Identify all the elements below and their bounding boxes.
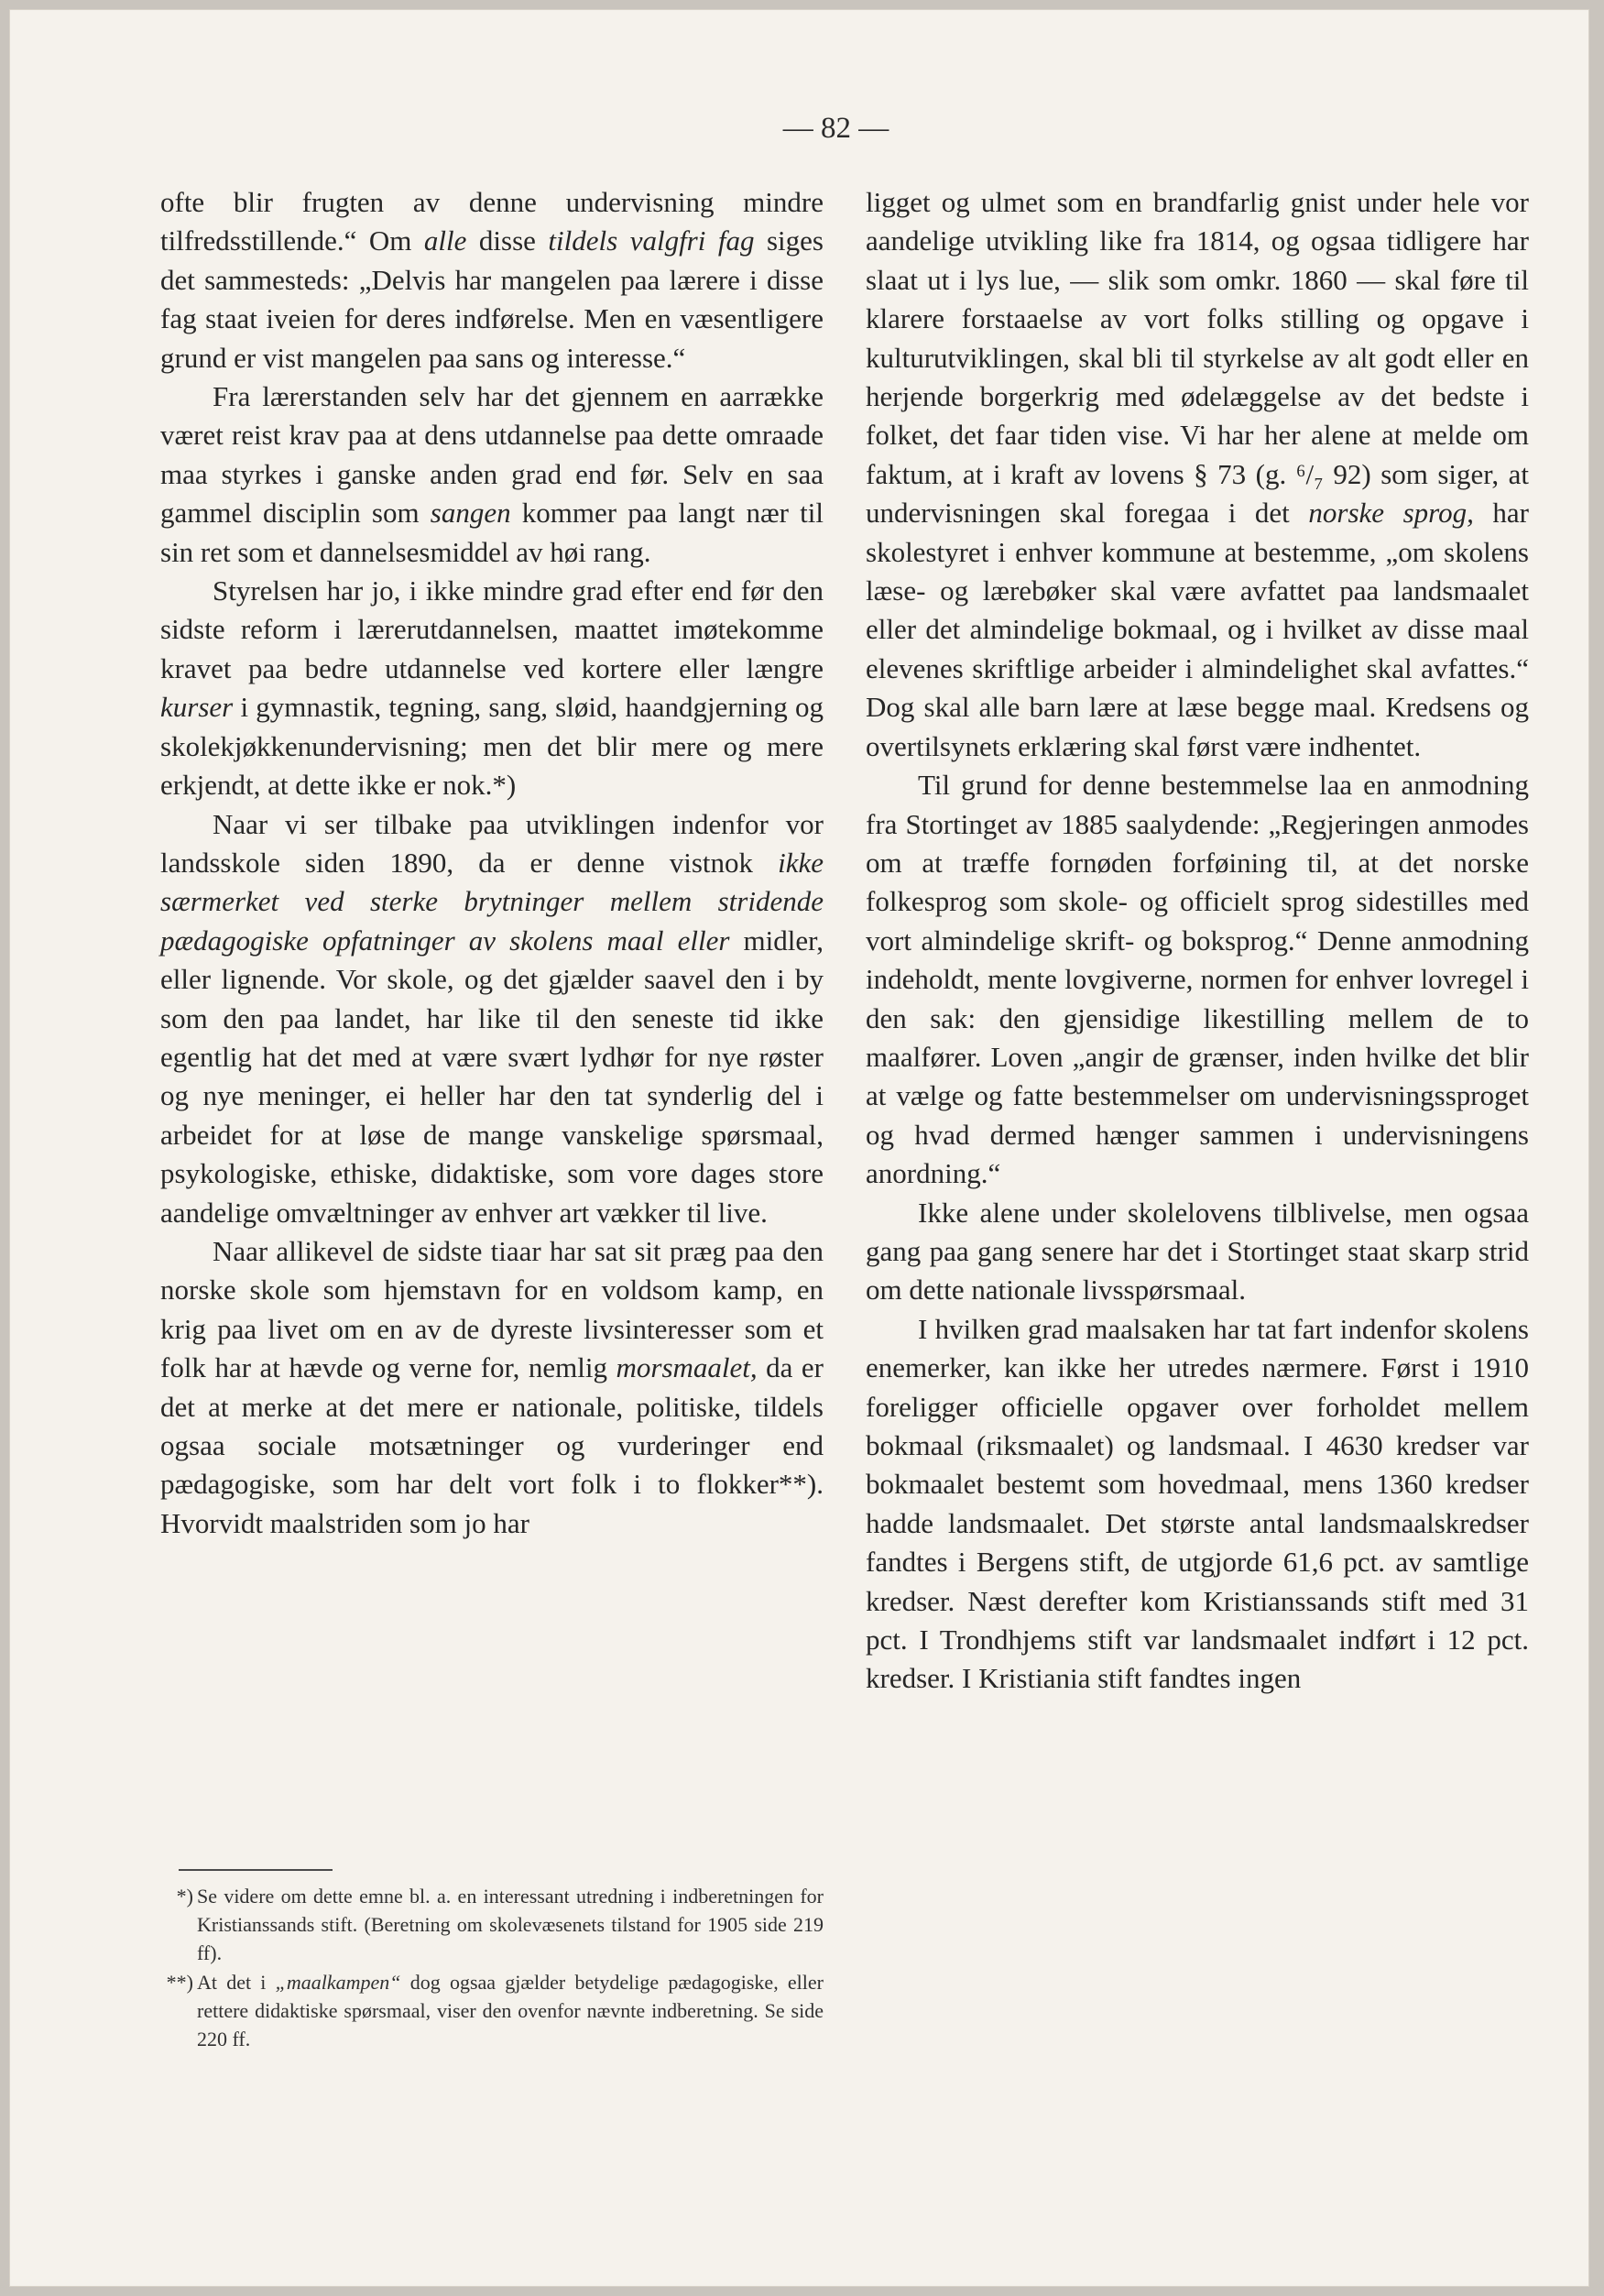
text-run: kommer paa langt nær til sin ret som et dannelsesmiddel av høi rang. — [160, 497, 824, 568]
paragraph — [160, 183, 824, 377]
text-run: da er det at merke at det mere er nationale, politiske, tildels ogsaa sociale motsætninger og vurderinger end pædagogiske, som har delt vort folk i to flokker**). Hvorvidt maalstriden som jo har — [160, 1351, 824, 1539]
text-run: disse — [466, 224, 549, 257]
paragraph — [866, 183, 1529, 766]
page — [9, 9, 1589, 2287]
left-column — [160, 183, 824, 1543]
italic-run: tildels valgfri fag — [548, 224, 755, 257]
paragraph — [160, 377, 824, 572]
footnote-text: dog ogsaa gjælder betydelige pædagogiske, eller rettere didaktiske spørsmaal, viser den ovenfor nævnte indberetning. Se side 220 ff. — [197, 1970, 824, 2051]
footnotes — [160, 1882, 824, 2053]
paragraph — [160, 572, 824, 804]
italic-run: ikke særmerket ved sterke brytninger mellem stridende pædagogiske opfatninger av skolens maal eller — [160, 846, 824, 957]
text-run: har skolestyret i enhver kommune at bestemme, „om skolens læse- og lærebøker skal være avfattet paa landsmaalet eller det almindelige bokmaal, og i hvilket av disse maal elevenes skriftlige arbeider i almindelighet skal avfattes.“ Dog skal alle barn lære at læse begge maal. Kredsens og overtilsynets erklæring skal først være indhentet. — [866, 497, 1529, 762]
footnote-text: At det i — [197, 1970, 276, 1994]
page-number: — 82 — — [782, 112, 889, 145]
text-run: i gymnastik, tegning, sang, sløid, haandgjerning og skolekjøkkenundervisning; men det blir mere og mere erkjendt, at dette ikke er nok.*) — [160, 691, 824, 802]
footnote-divider — [179, 1869, 333, 1871]
footnote — [160, 1968, 824, 2054]
italic-run: morsmaalet, — [616, 1351, 758, 1384]
text-run: siges det sammesteds: „Delvis har mangelen paa lærere i disse fag staat iveien for deres indførelse. Men en væsentligere grund er vist mangelen paa sans og interesse.“ — [160, 224, 824, 374]
footnote-mark: *) — [176, 1885, 193, 1908]
paragraph — [160, 1232, 824, 1543]
paragraph — [160, 805, 824, 1232]
text-run: Fra lærerstanden selv har det gjennem en aarrække været reist krav paa at dens utdannelse paa dette omraade maa styrkes i ganske anden grad end før. Selv en saa gammel disciplin som — [160, 380, 824, 530]
text-run: Styrelsen har jo, i ikke mindre grad efter end før den sidste reform i lærerutdannelsen, maattet imøtekomme kravet paa bedre utdannelse ved kortere eller længre — [160, 574, 824, 684]
text-run: midler, eller lignende. Vor skole, og det gjælder saavel den i by som den paa landet, har like til den seneste tid ikke egentlig hat det med at være svært lydhør for nye røster og nye meninger, ei heller har den tat synderlig del i arbeidet for at løse de mange vanskelige spørsmaal, psykologiske, ethiske, didaktiske, som vore dages store aandelige omvæltninger av enhver art vækker til live. — [160, 924, 824, 1229]
text-run: Naar vi ser tilbake paa utviklingen indenfor vor landsskole siden 1890, da er denne vistnok — [160, 807, 824, 879]
italic-run: norske sprog, — [1308, 497, 1474, 530]
text-run: ligget og ulmet som en brandfarlig gnist under hele vor aandelige utvikling like fra 1814, og ogsaa tidligere har slaat ut i lys lue, — slik som omkr. 1860 — skal føre til klarere forstaaelse av vort folks stilling og opgave i kulturutviklingen, skal bli til styrkelse av alt godt eller en herjende borgerkrig med ødelæggelse av det bedste i folket, det faar tiden vise. Vi har her alene at melde om faktum, at i kraft av lovens § 73 (g. ⁶/₇ 92) som siger, at undervisningen skal foregaa i det — [866, 186, 1529, 530]
paragraph: Til grund for denne bestemmelse laa en anmodning fra Stortinget av 1885 saalydende: „Regjeringen anmodes om at træffe fornøden forføining til, at det norske folkesprog som skole- og officielt sprog sidestilles med vort almindelige skrift- og boksprog.“ Denne anmodning indeholdt, mente lovgiverne, normen for enhver lovregel i den sak: den gjensidige likestilling mellem de to maalfører. Loven „angir de grænser, inden hvilke det blir at vælge og fatte bestemmelser om undervisningssproget og hvad dermed hænger sammen i undervisningens anordning.“ — [866, 769, 1529, 1190]
italic-run: „maalkampen“ — [275, 1970, 401, 1994]
italic-run: alle — [423, 224, 467, 257]
footnote-text: Se videre om dette emne bl. a. en interessant utredning i indberetningen for Kristianssands stift. (Beretning om skolevæsenets tilstand for 1905 side 219 ff). — [197, 1885, 824, 1965]
right-column — [866, 183, 1529, 1699]
text-run: Naar allikevel de sidste tiaar har sat sit præg paa den norske skole som hjemstavn for en voldsom kamp, en krig paa livet om en av de dyreste livsinteresser som et folk har at hævde og verne for, nemlig — [160, 1234, 824, 1384]
italic-run: sangen — [430, 497, 511, 530]
paragraph: I hvilken grad maalsaken har tat fart indenfor skolens enemerker, kan ikke her utredes nærmere. Først i 1910 foreligger officielle opgaver over forholdet mellem bokmaal (riksmaalet) og landsmaal. I 4630 kredser var bokmaalet bestemt som hovedmaal, mens 1360 kredser hadde landsmaalet. Det største antal landsmaalskredser fandtes i Bergens stift, de utgjorde 61,6 pct. av samtlige kredser. Næst derefter kom Kristianssands stift med 31 pct. I Trondhjems stift var landsmaalet indført i 12 pct. kredser. I Kristiania stift fandtes ingen — [866, 1312, 1529, 1695]
text-run: ofte blir frugten av denne undervisning mindre tilfredsstillende.“ Om — [160, 186, 824, 257]
paragraph: Ikke alene under skolelovens tilblivelse, men ogsaa gang paa gang senere har det i Stortinget staat skarp strid om dette nationale livsspørsmaal. — [866, 1196, 1529, 1307]
footnote-mark: **) — [166, 1970, 193, 1994]
footnote — [160, 1882, 824, 1968]
italic-run: kurser — [160, 691, 234, 724]
